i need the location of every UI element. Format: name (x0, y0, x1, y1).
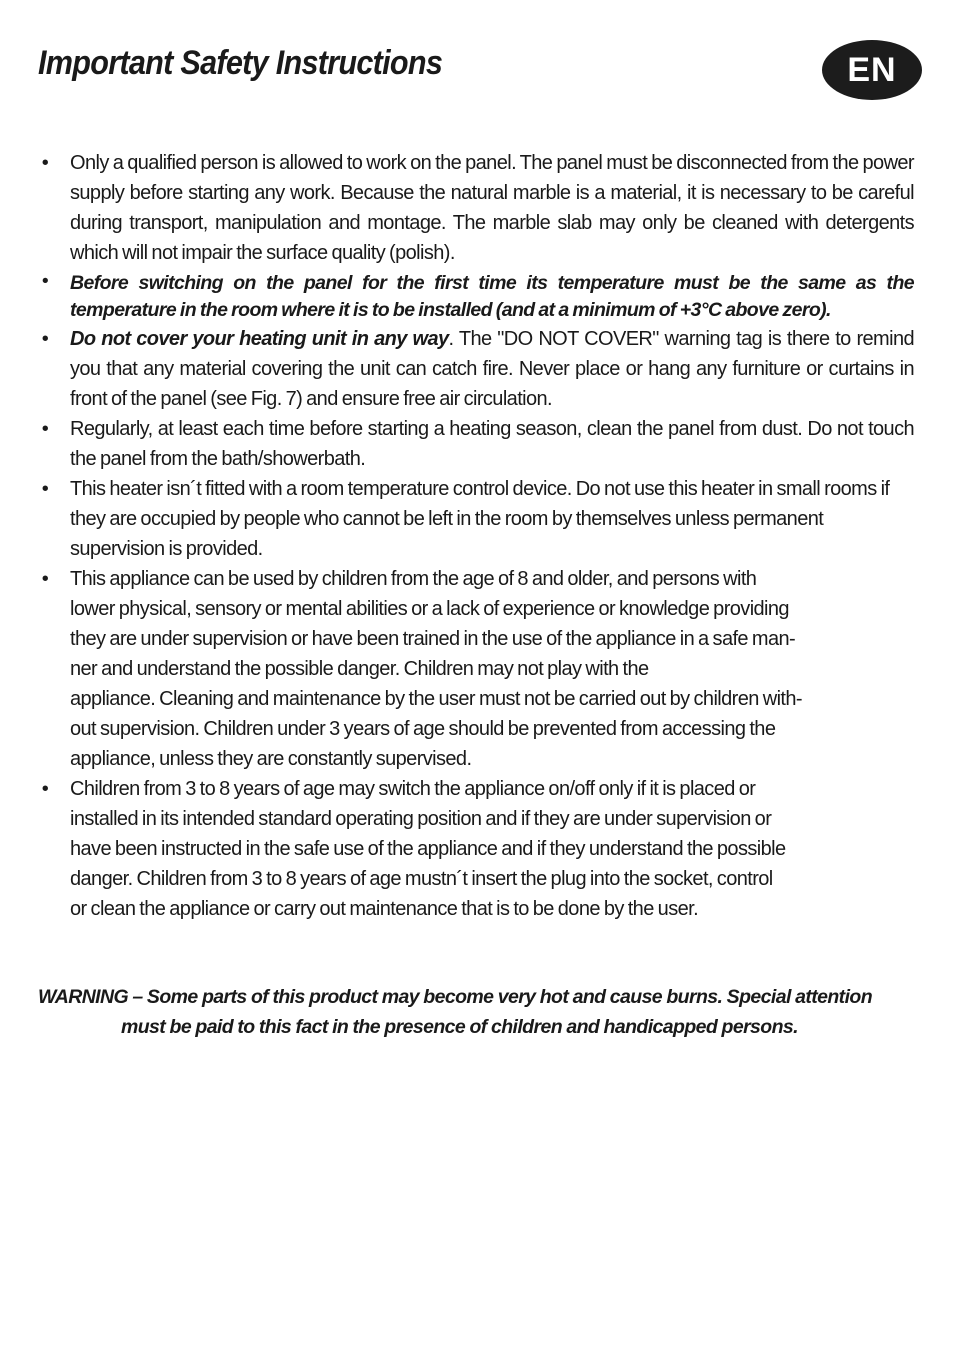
bullet-icon: • (41, 152, 49, 174)
instruction-item-qualified-person (38, 148, 914, 268)
language-badge: EN (822, 40, 922, 100)
bullet-icon: • (41, 328, 49, 350)
instruction-line: This appliance can be used by children from the age of 8 and older, and persons with (70, 568, 757, 590)
instruction-line: out supervision. Children under 3 years of age should be prevented from accessing the (70, 718, 776, 740)
bullet-icon: • (41, 270, 49, 292)
instruction-text: . The "DO NOT COVER" warning tag is there to remind you that any material covering the unit can catch fire. Never place or hang any furniture or curtains in front of the panel (see Fig. 7) and ensure free air circulation. (70, 328, 914, 410)
page-title: Important Safety Instructions (38, 44, 443, 82)
instruction-line: Children from 3 to 8 years of age may switch the appliance on/off only if it is placed or (70, 778, 756, 800)
instruction-line: danger. Children from 3 to 8 years of age mustn´t insert the plug into the socket, control (70, 868, 773, 890)
instruction-line: ner and understand the possible danger. Children may not play with the (70, 658, 649, 680)
instruction-line: they are under supervision or have been trained in the use of the appliance in a safe man- (70, 628, 796, 650)
instruction-text: This heater isn´t fitted with a room temperature control device. Do not use this heater in small rooms if they are occupied by people who cannot be left in the room by themselves unless permanent supervision is provided. (70, 478, 890, 560)
burn-warning: WARNING – Some parts of this product may become very hot and cause burns. Special attention must be paid to this fact in the presence of children and handicapped persons. (38, 986, 873, 1038)
instruction-line: installed in its intended standard operating position and if they are under supervision or (70, 808, 772, 830)
instruction-item-children-8-and-older (38, 564, 914, 774)
instruction-text: Regularly, at least each time before starting a heating season, clean the panel from dust. Do not touch the panel from the bath/showerbath. (70, 418, 914, 470)
instruction-line: appliance. Cleaning and maintenance by the user must not be carried out by children with- (70, 688, 802, 710)
instruction-line: or clean the appliance or carry out maintenance that is to be done by the user. (70, 898, 699, 920)
instruction-item-dust-cleaning (38, 414, 914, 474)
safety-instructions-list (38, 148, 914, 924)
bullet-icon: • (41, 778, 49, 800)
instruction-item-temperature (38, 268, 914, 324)
instruction-item-do-not-cover (38, 324, 914, 414)
bullet-icon: • (41, 568, 49, 590)
instruction-text: Before switching on the panel for the first time its temperature must be the same as the temperature in the room where it is to be installed (and at a minimum of +3°C above zero). (70, 272, 914, 321)
bullet-icon: • (41, 418, 49, 440)
instruction-line: appliance, unless they are constantly supervised. (70, 748, 472, 770)
instruction-item-no-thermostat (38, 474, 914, 564)
instruction-item-children-3-to-8 (38, 774, 914, 924)
instruction-line: have been instructed in the safe use of the appliance and if they understand the possible (70, 838, 786, 860)
bullet-icon: • (41, 478, 49, 500)
instruction-emphasis: Do not cover your heating unit in any way (70, 328, 449, 350)
instruction-line: lower physical, sensory or mental abilities or a lack of experience or knowledge providing (70, 598, 789, 620)
instruction-text: Only a qualified person is allowed to work on the panel. The panel must be disconnected from the power supply before starting any work. Because the natural marble is a material, it is necessary to be careful during transport, manipulation and montage. The marble slab may only be cleaned with detergents which will not impair the surface quality (polish). (70, 152, 914, 264)
